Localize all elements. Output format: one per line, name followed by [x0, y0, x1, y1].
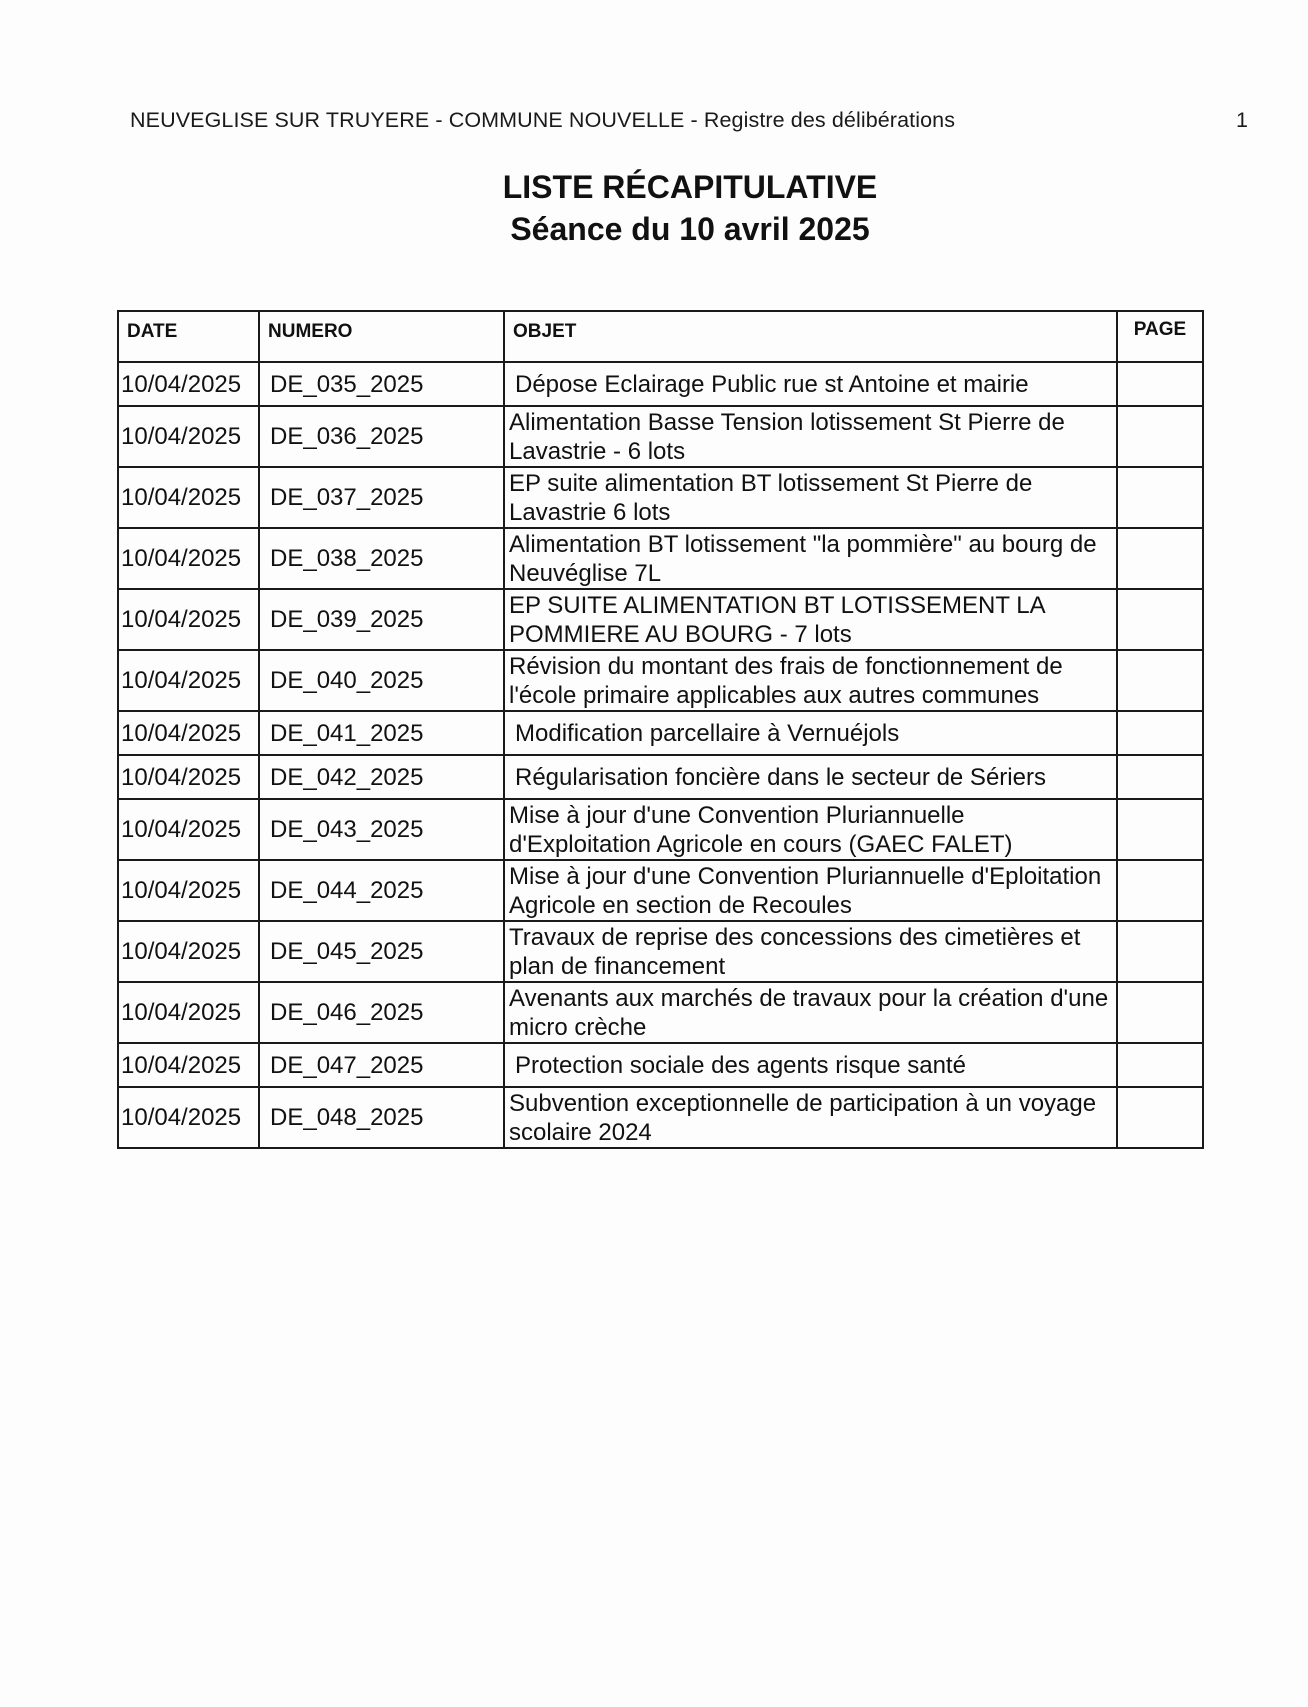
- cell-page: [1117, 860, 1203, 921]
- objet-text: Avenants aux marchés de travaux pour la création d'une micro crèche: [509, 984, 1109, 1041]
- cell-numero: DE_043_2025: [259, 799, 504, 860]
- objet-text: Modification parcellaire à Vernuéjols: [515, 719, 900, 747]
- cell-objet: [504, 467, 1117, 528]
- objet-text: Alimentation Basse Tension lotissement St Pierre de Lavastrie - 6 lots: [509, 408, 1065, 465]
- cell-numero: DE_036_2025: [259, 406, 504, 467]
- table-row: [118, 467, 1203, 528]
- objet-text: Alimentation BT lotissement "la pommière" au bourg de Neuvéglise 7L: [509, 530, 1097, 587]
- objet-text: EP suite alimentation BT lotissement St Pierre de Lavastrie 6 lots: [509, 469, 1033, 526]
- objet-text: EP SUITE ALIMENTATION BT LOTISSEMENT LA POMMIERE AU BOURG - 7 lots: [509, 591, 1045, 648]
- cell-objet: [504, 982, 1117, 1043]
- table-row: [118, 860, 1203, 921]
- cell-numero: DE_044_2025: [259, 860, 504, 921]
- cell-date: 10/04/2025: [118, 362, 259, 406]
- objet-text: Révision du montant des frais de fonctionnement de l'école primaire applicables aux autres communes: [509, 652, 1063, 709]
- cell-page: [1117, 711, 1203, 755]
- objet-text: Régularisation foncière dans le secteur de Sériers: [515, 763, 1046, 791]
- cell-numero: DE_040_2025: [259, 650, 504, 711]
- table-row: [118, 650, 1203, 711]
- deliberations-table: [117, 310, 1204, 1149]
- cell-date: 10/04/2025: [118, 650, 259, 711]
- objet-text: Protection sociale des agents risque santé: [515, 1051, 966, 1079]
- cell-objet: [504, 528, 1117, 589]
- cell-date: 10/04/2025: [118, 711, 259, 755]
- table-body: [118, 362, 1203, 1148]
- cell-objet: [504, 921, 1117, 982]
- cell-date: 10/04/2025: [118, 528, 259, 589]
- cell-objet: [504, 711, 1117, 755]
- cell-page: [1117, 982, 1203, 1043]
- table-header-row: [118, 311, 1203, 362]
- cell-page: [1117, 406, 1203, 467]
- cell-date: 10/04/2025: [118, 799, 259, 860]
- header-objet: OBJET: [504, 311, 1117, 362]
- cell-objet: [504, 362, 1117, 406]
- cell-objet: [504, 799, 1117, 860]
- table-row: [118, 755, 1203, 799]
- cell-numero: DE_046_2025: [259, 982, 504, 1043]
- cell-date: 10/04/2025: [118, 406, 259, 467]
- cell-page: [1117, 1043, 1203, 1087]
- cell-date: 10/04/2025: [118, 467, 259, 528]
- cell-page: [1117, 362, 1203, 406]
- objet-text: Mise à jour d'une Convention Pluriannuelle d'Eploitation Agricole en section de Recoules: [509, 862, 1102, 919]
- cell-numero: DE_047_2025: [259, 1043, 504, 1087]
- cell-date: 10/04/2025: [118, 1043, 259, 1087]
- cell-page: [1117, 755, 1203, 799]
- cell-date: 10/04/2025: [118, 982, 259, 1043]
- cell-page: [1117, 528, 1203, 589]
- cell-objet: [504, 860, 1117, 921]
- table-row: [118, 589, 1203, 650]
- objet-text: Subvention exceptionnelle de participation à un voyage scolaire 2024: [509, 1089, 1097, 1146]
- cell-numero: DE_045_2025: [259, 921, 504, 982]
- header-date: DATE: [118, 311, 259, 362]
- table-row: [118, 921, 1203, 982]
- header-page: PAGE: [1117, 311, 1203, 362]
- cell-date: 10/04/2025: [118, 1087, 259, 1148]
- table-row: [118, 711, 1203, 755]
- title-block: [0, 166, 1308, 250]
- cell-page: [1117, 921, 1203, 982]
- page-number: 1: [1236, 108, 1248, 132]
- cell-numero: DE_037_2025: [259, 467, 504, 528]
- cell-numero: DE_048_2025: [259, 1087, 504, 1148]
- cell-objet: [504, 406, 1117, 467]
- table-row: [118, 528, 1203, 589]
- cell-numero: DE_038_2025: [259, 528, 504, 589]
- cell-date: 10/04/2025: [118, 755, 259, 799]
- cell-objet: [504, 589, 1117, 650]
- table-row: [118, 799, 1203, 860]
- cell-date: 10/04/2025: [118, 921, 259, 982]
- objet-text: Travaux de reprise des concessions des cimetières et plan de financement: [509, 923, 1081, 980]
- table-row: [118, 1043, 1203, 1087]
- document-title: LISTE RÉCAPITULATIVE: [502, 169, 878, 205]
- deliberations-table-wrapper: [117, 310, 1204, 1149]
- objet-text: Dépose Eclairage Public rue st Antoine et mairie: [515, 370, 1029, 398]
- cell-page: [1117, 799, 1203, 860]
- cell-numero: DE_042_2025: [259, 755, 504, 799]
- register-header: NEUVEGLISE SUR TRUYERE - COMMUNE NOUVELLE - Registre des délibérations: [130, 108, 956, 132]
- table-row: [118, 362, 1203, 406]
- table-row: [118, 406, 1203, 467]
- cell-objet: [504, 755, 1117, 799]
- cell-objet: [504, 650, 1117, 711]
- objet-text: Mise à jour d'une Convention Pluriannuelle d'Exploitation Agricole en cours (GAEC FALET): [509, 801, 1013, 858]
- cell-page: [1117, 467, 1203, 528]
- cell-page: [1117, 589, 1203, 650]
- table-row: [118, 1087, 1203, 1148]
- cell-page: [1117, 1087, 1203, 1148]
- cell-date: 10/04/2025: [118, 589, 259, 650]
- table-row: [118, 982, 1203, 1043]
- cell-page: [1117, 650, 1203, 711]
- header-numero: NUMERO: [259, 311, 504, 362]
- cell-numero: DE_039_2025: [259, 589, 504, 650]
- cell-objet: [504, 1087, 1117, 1148]
- cell-numero: DE_035_2025: [259, 362, 504, 406]
- cell-objet: [504, 1043, 1117, 1087]
- session-subtitle: Séance du 10 avril 2025: [510, 211, 870, 247]
- cell-date: 10/04/2025: [118, 860, 259, 921]
- cell-numero: DE_041_2025: [259, 711, 504, 755]
